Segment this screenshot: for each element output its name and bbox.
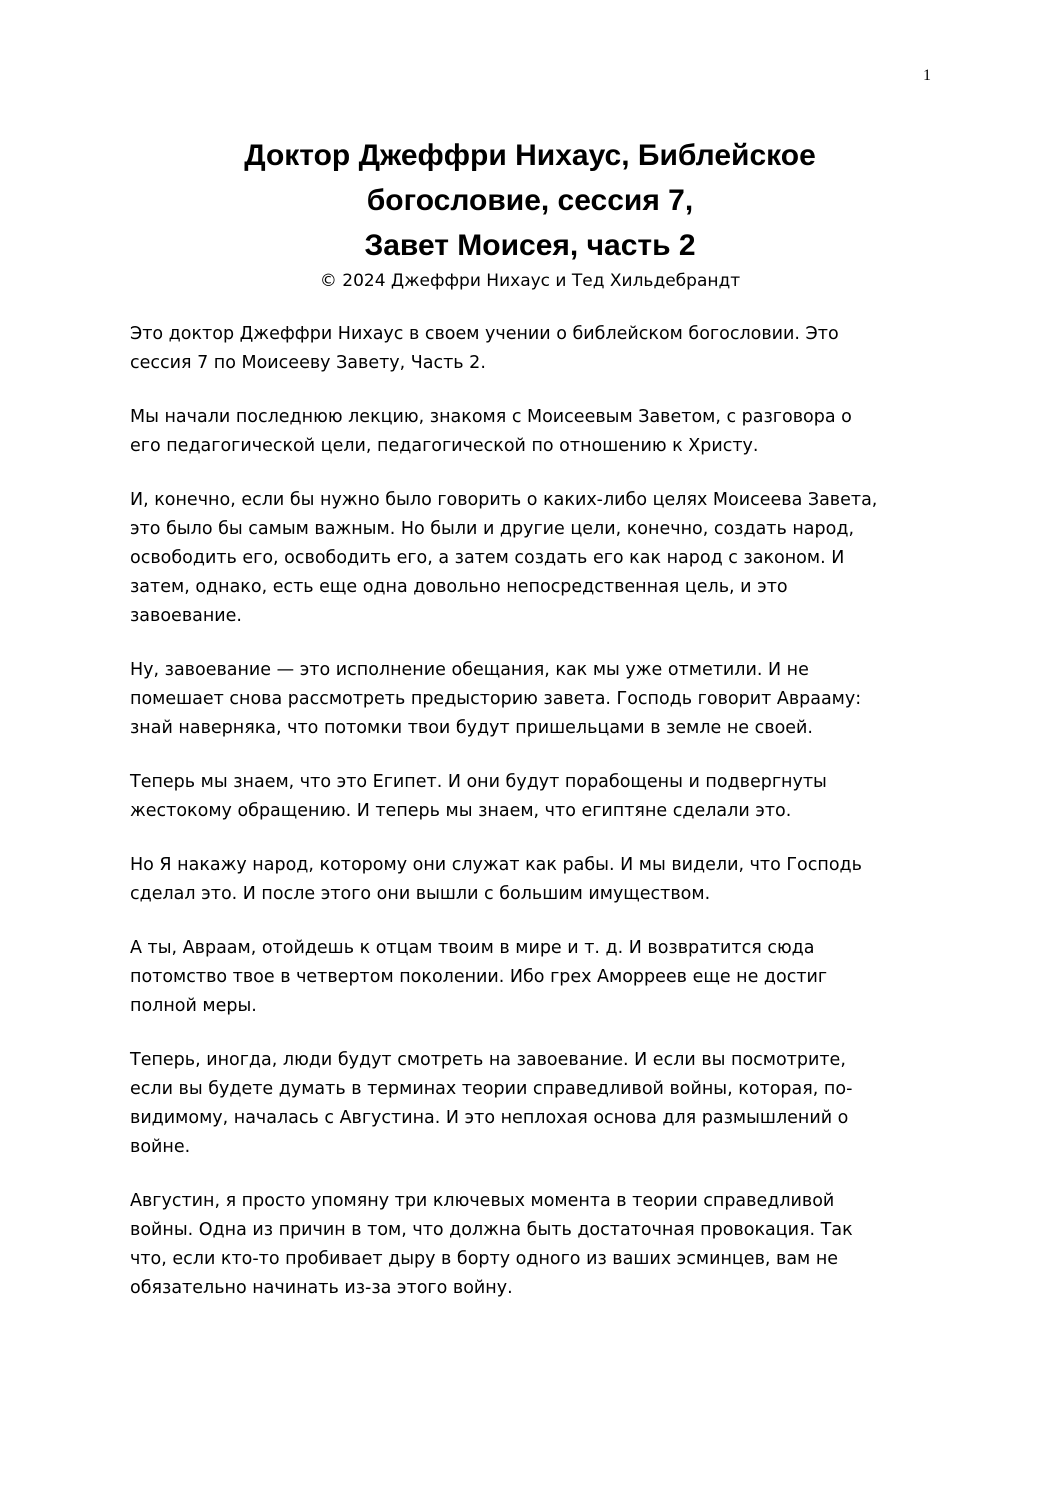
text-line: войны. Одна из причин в том, что должна быть достаточная провокация. Так	[130, 1220, 853, 1240]
paragraph-5	[130, 768, 930, 826]
text-line: Но Я накажу народ, которому они служат как рабы. И мы видели, что Господь	[130, 855, 862, 875]
text-line: освободить его, освободить его, а затем создать его как народ с законом. И	[130, 548, 845, 568]
paragraph-7	[130, 934, 930, 1021]
text-line: Ну, завоевание — это исполнение обещания, как мы уже отметили. И не	[130, 660, 809, 680]
paragraph-1	[130, 320, 930, 378]
copyright-line: © 2024 Джеффри Нихаус и Тед Хильдебрандт	[319, 271, 741, 291]
text-line: что, если кто-то пробивает дыру в борту одного из ваших эсминцев, вам не	[130, 1249, 839, 1269]
text-line: его педагогической цели, педагогической по отношению к Христу.	[130, 436, 759, 456]
text-line: полной меры.	[130, 996, 257, 1016]
paragraph-6	[130, 851, 930, 909]
text-line: это было бы самым важным. Но были и другие цели, конечно, создать народ,	[130, 519, 855, 539]
text-line: сессия 7 по Моисееву Завету, Часть 2.	[130, 353, 486, 373]
text-line: Мы начали последнюю лекцию, знакомя с Моисеевым Заветом, с разговора о	[130, 407, 852, 427]
text-line: жестокому обращению. И теперь мы знаем, что египтяне сделали это.	[130, 801, 792, 821]
page-title-line-1: Доктор Джеффри Нихаус, Библейское	[244, 139, 816, 172]
text-line: Теперь, иногда, люди будут смотреть на завоевание. И если вы посмотрите,	[130, 1050, 846, 1070]
text-line: обязательно начинать из-за этого войну.	[130, 1278, 513, 1298]
text-line: войне.	[130, 1137, 191, 1157]
paragraph-9	[130, 1187, 930, 1303]
text-line: завоевание.	[130, 606, 242, 626]
text-line: затем, однако, есть еще одна довольно непосредственная цель, и это	[130, 577, 788, 597]
text-line: помешает снова рассмотреть предысторию завета. Господь говорит Аврааму:	[130, 689, 862, 709]
text-line: если вы будете думать в терминах теории справедливой войны, которая, по-	[130, 1079, 853, 1099]
text-line: потомство твое в четвертом поколении. Ибо грех Аморреев еще не достиг	[130, 967, 828, 987]
page-title-line-2: богословие, сессия 7,	[366, 184, 694, 217]
text-line: знай наверняка, что потомки твои будут пришельцами в земле не своей.	[130, 718, 813, 738]
text-line: сделал это. И после этого они вышли с большим имуществом.	[130, 884, 711, 904]
title-block	[130, 133, 930, 294]
paragraph-4	[130, 656, 930, 743]
text-line: видимому, началась с Августина. И это неплохая основа для размышлений о	[130, 1108, 849, 1128]
text-line: Августин, я просто упомяну три ключевых момента в теории справедливой	[130, 1191, 835, 1211]
paragraph-2	[130, 403, 930, 461]
text-line: Теперь мы знаем, что это Египет. И они будут порабощены и подвергнуты	[130, 772, 827, 792]
document-body	[130, 320, 930, 1328]
text-line: И, конечно, если бы нужно было говорить о каких-либо целях Моисеева Завета,	[130, 490, 878, 510]
text-line: Это доктор Джеффри Нихаус в своем учении о библейском богословии. Это	[130, 324, 839, 344]
page-number: 1	[923, 67, 931, 84]
paragraph-8	[130, 1046, 930, 1162]
paragraph-3	[130, 486, 930, 631]
text-line: А ты, Авраам, отойдешь к отцам твоим в мире и т. д. И возвратится сюда	[130, 938, 815, 958]
page-title-line-3: Завет Моисея, часть 2	[364, 229, 696, 262]
